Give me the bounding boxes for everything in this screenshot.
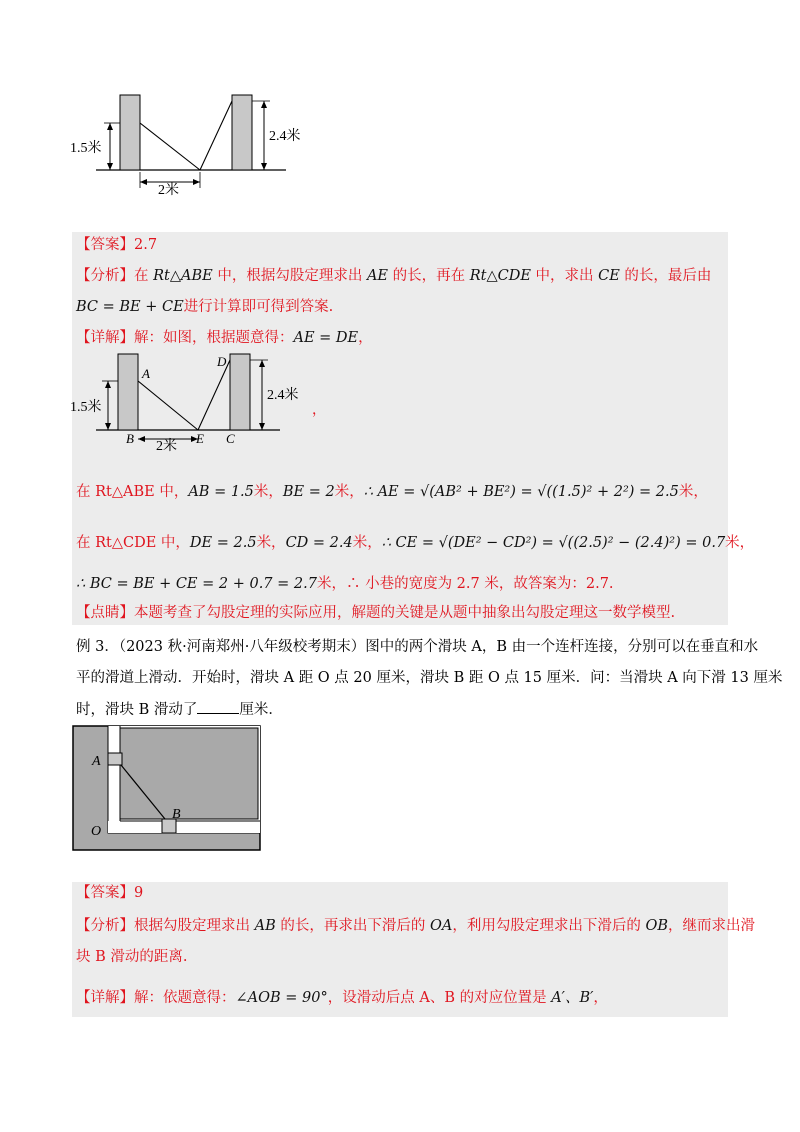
answer-line: [76, 235, 157, 255]
detail2-tag: 【详解】: [76, 990, 134, 1006]
slider-A-label: A: [92, 754, 101, 769]
comment-text: 本题考查了勾股定理的实际应用，解题的关键是从题中抽象出勾股定理这一数学模型.: [134, 605, 676, 621]
math-expr: AE: [366, 268, 388, 284]
math-expr: Rt△ABE: [153, 268, 213, 284]
analysis2-tag: 【分析】: [76, 918, 134, 934]
math-expr: AB: [254, 918, 276, 934]
math-expr: BE = 2: [282, 484, 335, 500]
example3-text: 厘米．: [239, 702, 283, 718]
calc-text: 米，: [678, 484, 708, 500]
point-D-label: D: [217, 354, 227, 369]
calc-line-3: [76, 574, 614, 594]
math-expr: BC = BE + CE: [76, 299, 184, 315]
analysis-line-2: [76, 297, 333, 317]
analysis2-text: 根据勾股定理求出: [134, 918, 255, 934]
math-expr: CE: [598, 268, 620, 284]
detail2-line: [76, 988, 608, 1008]
alley-figure-2: [68, 350, 338, 452]
analysis-text: 进行计算即可得到答案.: [183, 299, 334, 315]
detail2-text: ，: [593, 990, 608, 1006]
answer2-tag: 【答案】: [76, 885, 134, 901]
calc-text: 米，: [352, 535, 382, 551]
analysis-text: 的长，再在: [388, 268, 470, 284]
answer2-value: 9: [134, 885, 144, 901]
example3-text: 时，滑块 B 滑动了: [76, 702, 198, 718]
math-expr: OB: [645, 918, 668, 934]
calc-text: 米，: [725, 535, 755, 551]
analysis2-text: 的长，再求出下滑后的: [275, 918, 430, 934]
detail-text: 解：如图，根据题意得：: [134, 330, 294, 346]
comment-line: [76, 603, 675, 623]
analysis-text: 的长，最后由: [619, 268, 712, 284]
analysis-tag: 【分析】: [76, 268, 134, 284]
math-expr: AE = DE: [293, 330, 359, 346]
analysis-line-1: [76, 266, 711, 286]
calc-text: 米，: [256, 535, 286, 551]
example3-line-2: 平的滑道上滑动．开始时，滑块 A 距 O 点 20 厘米，滑块 B 距 O 点 15 厘米．问：当滑块 A 向下滑 13 厘米: [76, 670, 783, 686]
detail-line-1: [76, 328, 373, 348]
calc-line-1: [76, 482, 708, 502]
slider-B-label: B: [172, 807, 181, 822]
math-expr: A′、B′: [551, 990, 594, 1006]
analysis2-text: ，继而求出滑: [667, 918, 755, 934]
example3-line-1: 例 3．（2023 秋·河南郑州·八年级校考期末）图中的两个滑块 A，B 由一个连杆连接，分别可以在垂直和水: [76, 639, 759, 655]
fig2-bottom-length: 2米: [156, 439, 177, 452]
math-expr: ∴ CE = √(DE² − CD²) = √((2.5)² − (2.4)²) = 0.7: [381, 535, 726, 551]
detail-tag: 【详解】: [76, 330, 134, 346]
analysis-text: 中，求出: [530, 268, 599, 284]
math-expr: DE = 2.5: [189, 535, 257, 551]
detail2-text: 解：依题意得：: [134, 990, 236, 1006]
calc-line-2: [76, 533, 754, 553]
point-C-label: C: [226, 431, 235, 446]
calc-text: 米，∴ 小巷的宽度为 2.7 米，故答案为：2.7.: [316, 576, 614, 592]
calc-text: 米，: [334, 484, 364, 500]
fig1-bottom-length: 2米: [158, 183, 179, 196]
math-expr: AB = 1.5: [188, 484, 254, 500]
point-E-label: E: [196, 431, 204, 446]
fig2-right-height: 2.4米: [267, 388, 299, 403]
example3-line-3: [76, 699, 283, 720]
analysis2-line-2: 块 B 滑动的距离.: [76, 949, 188, 965]
answer2-line: [76, 883, 143, 903]
analysis-text: 在: [134, 268, 154, 284]
math-expr: OA: [429, 918, 453, 934]
calc-text: 米，: [253, 484, 283, 500]
detail-text: ，: [358, 330, 373, 346]
math-expr: ∠AOB = 90°: [235, 990, 328, 1006]
analysis2-line-1: [76, 916, 755, 936]
math-expr: Rt△CDE: [469, 268, 531, 284]
slider-O-label: O: [91, 824, 102, 839]
math-expr: ∴ AE = √(AB² + BE²) = √((1.5)² + 2²) = 2.5: [363, 484, 679, 500]
comment-tag: 【点睛】: [76, 605, 134, 621]
analysis-text: 中，根据勾股定理求出: [212, 268, 367, 284]
answer-blank: [197, 699, 239, 714]
fig2-left-height: 1.5米: [70, 400, 102, 415]
calc-text: 在 Rt△CDE 中，: [76, 535, 190, 551]
point-A-label: A: [142, 366, 150, 381]
point-B-label: B: [126, 431, 134, 446]
analysis2-text: ，利用勾股定理求出下滑后的: [452, 918, 646, 934]
fig1-right-height: 2.4米: [269, 129, 301, 144]
answer-tag: 【答案】: [76, 237, 134, 253]
fig1-left-height: 1.5米: [70, 141, 102, 156]
answer-value: 2.7: [134, 237, 158, 253]
fig2-trailing-comma: ，: [312, 403, 326, 418]
detail2-text: ，设滑动后点 A、B 的对应位置是: [327, 990, 552, 1006]
calc-text: 在 Rt△ABE 中，: [76, 484, 189, 500]
math-expr: ∴ BC = BE + CE = 2 + 0.7 = 2.7: [76, 576, 317, 592]
alley-figure-1: [66, 88, 306, 196]
slider-figure: [72, 725, 262, 853]
math-expr: CD = 2.4: [285, 535, 353, 551]
